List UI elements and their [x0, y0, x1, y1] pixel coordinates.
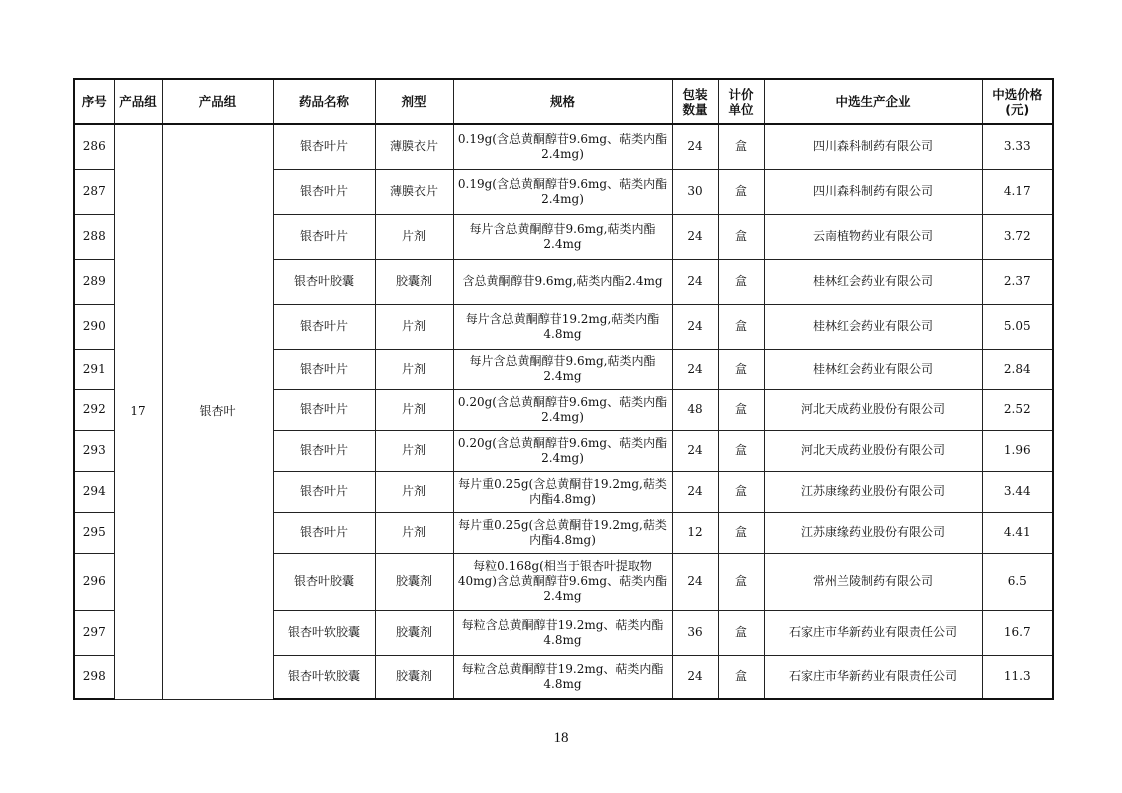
cell-group-number: 17 — [114, 124, 162, 699]
cell-dosage-form: 片剂 — [375, 214, 453, 259]
cell-spec: 0.20g(含总黄酮醇苷9.6mg、萜类内酯2.4mg) — [453, 389, 672, 430]
header-row — [74, 79, 1053, 124]
table-body — [74, 124, 1053, 699]
cell-price: 3.44 — [982, 471, 1053, 512]
cell-seq: 288 — [74, 214, 114, 259]
cell-seq: 297 — [74, 610, 114, 655]
cell-unit: 盒 — [718, 430, 764, 471]
cell-pack-qty: 30 — [672, 169, 718, 214]
cell-dosage-form: 片剂 — [375, 430, 453, 471]
cell-dosage-form: 胶囊剂 — [375, 553, 453, 610]
cell-seq: 296 — [74, 553, 114, 610]
cell-manufacturer: 江苏康缘药业股份有限公司 — [764, 471, 982, 512]
cell-unit: 盒 — [718, 655, 764, 699]
cell-unit: 盒 — [718, 610, 764, 655]
cell-spec: 0.20g(含总黄酮醇苷9.6mg、萜类内酯2.4mg) — [453, 430, 672, 471]
cell-unit: 盒 — [718, 389, 764, 430]
cell-pack-qty: 24 — [672, 430, 718, 471]
cell-price: 1.96 — [982, 430, 1053, 471]
cell-spec: 含总黄酮醇苷9.6mg,萜类内酯2.4mg — [453, 259, 672, 304]
cell-spec: 每片含总黄酮醇苷19.2mg,萜类内酯4.8mg — [453, 304, 672, 349]
cell-price: 3.33 — [982, 124, 1053, 169]
header-manufacturer: 中选生产企业 — [764, 79, 982, 124]
cell-manufacturer: 石家庄市华新药业有限责任公司 — [764, 655, 982, 699]
cell-drug-name: 银杏叶片 — [273, 169, 375, 214]
cell-price: 2.37 — [982, 259, 1053, 304]
cell-drug-name: 银杏叶片 — [273, 471, 375, 512]
cell-seq: 287 — [74, 169, 114, 214]
cell-spec: 每粒0.168g(相当于银杏叶提取物40mg)含总黄酮醇苷9.6mg、萜类内酯2.4mg — [453, 553, 672, 610]
cell-manufacturer: 石家庄市华新药业有限责任公司 — [764, 610, 982, 655]
cell-price: 16.7 — [982, 610, 1053, 655]
header-group-name: 产品组 — [162, 79, 273, 124]
cell-drug-name: 银杏叶片 — [273, 389, 375, 430]
cell-price: 2.84 — [982, 349, 1053, 389]
cell-pack-qty: 36 — [672, 610, 718, 655]
cell-drug-name: 银杏叶片 — [273, 430, 375, 471]
cell-manufacturer: 云南植物药业有限公司 — [764, 214, 982, 259]
header-seq: 序号 — [74, 79, 114, 124]
header-price: 中选价格 (元) — [982, 79, 1053, 124]
cell-group-name: 银杏叶 — [162, 124, 273, 699]
header-spec: 规格 — [453, 79, 672, 124]
cell-price: 6.5 — [982, 553, 1053, 610]
cell-seq: 291 — [74, 349, 114, 389]
table-row — [74, 124, 1053, 169]
cell-unit: 盒 — [718, 214, 764, 259]
cell-drug-name: 银杏叶片 — [273, 304, 375, 349]
page-number: 18 — [553, 730, 569, 746]
cell-pack-qty: 24 — [672, 214, 718, 259]
cell-unit: 盒 — [718, 471, 764, 512]
cell-dosage-form: 胶囊剂 — [375, 259, 453, 304]
header-pack-qty: 包装 数量 — [672, 79, 718, 124]
cell-manufacturer: 河北天成药业股份有限公司 — [764, 430, 982, 471]
cell-seq: 298 — [74, 655, 114, 699]
cell-manufacturer: 四川森科制药有限公司 — [764, 169, 982, 214]
cell-manufacturer: 江苏康缘药业股份有限公司 — [764, 512, 982, 553]
cell-pack-qty: 24 — [672, 349, 718, 389]
cell-unit: 盒 — [718, 553, 764, 610]
cell-seq: 294 — [74, 471, 114, 512]
cell-seq: 293 — [74, 430, 114, 471]
header-unit: 计价 单位 — [718, 79, 764, 124]
cell-pack-qty: 24 — [672, 259, 718, 304]
cell-pack-qty: 24 — [672, 655, 718, 699]
cell-manufacturer: 桂林红会药业有限公司 — [764, 304, 982, 349]
cell-spec: 0.19g(含总黄酮醇苷9.6mg、萜类内酯2.4mg) — [453, 169, 672, 214]
cell-drug-name: 银杏叶胶囊 — [273, 259, 375, 304]
cell-spec: 每片含总黄酮醇苷9.6mg,萜类内酯2.4mg — [453, 349, 672, 389]
cell-drug-name: 银杏叶胶囊 — [273, 553, 375, 610]
header-drug-name: 药品名称 — [273, 79, 375, 124]
cell-pack-qty: 24 — [672, 124, 718, 169]
cell-price: 11.3 — [982, 655, 1053, 699]
header-dosage-form: 剂型 — [375, 79, 453, 124]
cell-seq: 295 — [74, 512, 114, 553]
cell-pack-qty: 24 — [672, 304, 718, 349]
drug-procurement-table — [73, 78, 1054, 700]
cell-dosage-form: 片剂 — [375, 471, 453, 512]
cell-seq: 286 — [74, 124, 114, 169]
cell-drug-name: 银杏叶软胶囊 — [273, 610, 375, 655]
cell-drug-name: 银杏叶片 — [273, 124, 375, 169]
cell-unit: 盒 — [718, 304, 764, 349]
cell-manufacturer: 四川森科制药有限公司 — [764, 124, 982, 169]
cell-dosage-form: 片剂 — [375, 512, 453, 553]
cell-price: 4.17 — [982, 169, 1053, 214]
cell-price: 5.05 — [982, 304, 1053, 349]
cell-manufacturer: 常州兰陵制药有限公司 — [764, 553, 982, 610]
cell-drug-name: 银杏叶片 — [273, 512, 375, 553]
cell-dosage-form: 薄膜衣片 — [375, 169, 453, 214]
cell-seq: 292 — [74, 389, 114, 430]
cell-seq: 290 — [74, 304, 114, 349]
cell-pack-qty: 48 — [672, 389, 718, 430]
cell-spec: 每片重0.25g(含总黄酮苷19.2mg,萜类内酯4.8mg) — [453, 512, 672, 553]
cell-manufacturer: 河北天成药业股份有限公司 — [764, 389, 982, 430]
cell-manufacturer: 桂林红会药业有限公司 — [764, 349, 982, 389]
cell-dosage-form: 片剂 — [375, 349, 453, 389]
cell-drug-name: 银杏叶片 — [273, 214, 375, 259]
cell-spec: 每粒含总黄酮醇苷19.2mg、萜类内酯4.8mg — [453, 655, 672, 699]
cell-dosage-form: 片剂 — [375, 304, 453, 349]
cell-seq: 289 — [74, 259, 114, 304]
cell-dosage-form: 片剂 — [375, 389, 453, 430]
cell-unit: 盒 — [718, 259, 764, 304]
cell-price: 4.41 — [982, 512, 1053, 553]
cell-price: 2.52 — [982, 389, 1053, 430]
cell-spec: 每片含总黄酮醇苷9.6mg,萜类内酯2.4mg — [453, 214, 672, 259]
cell-pack-qty: 24 — [672, 471, 718, 512]
cell-unit: 盒 — [718, 169, 764, 214]
cell-spec: 每片重0.25g(含总黄酮苷19.2mg,萜类内酯4.8mg) — [453, 471, 672, 512]
cell-pack-qty: 24 — [672, 553, 718, 610]
cell-spec: 0.19g(含总黄酮醇苷9.6mg、萜类内酯2.4mg) — [453, 124, 672, 169]
cell-pack-qty: 12 — [672, 512, 718, 553]
cell-dosage-form: 胶囊剂 — [375, 610, 453, 655]
cell-manufacturer: 桂林红会药业有限公司 — [764, 259, 982, 304]
cell-unit: 盒 — [718, 349, 764, 389]
cell-dosage-form: 胶囊剂 — [375, 655, 453, 699]
header-group-no: 产品组 — [114, 79, 162, 124]
cell-drug-name: 银杏叶软胶囊 — [273, 655, 375, 699]
cell-unit: 盒 — [718, 512, 764, 553]
cell-dosage-form: 薄膜衣片 — [375, 124, 453, 169]
cell-unit: 盒 — [718, 124, 764, 169]
cell-drug-name: 银杏叶片 — [273, 349, 375, 389]
cell-price: 3.72 — [982, 214, 1053, 259]
cell-spec: 每粒含总黄酮醇苷19.2mg、萜类内酯4.8mg — [453, 610, 672, 655]
